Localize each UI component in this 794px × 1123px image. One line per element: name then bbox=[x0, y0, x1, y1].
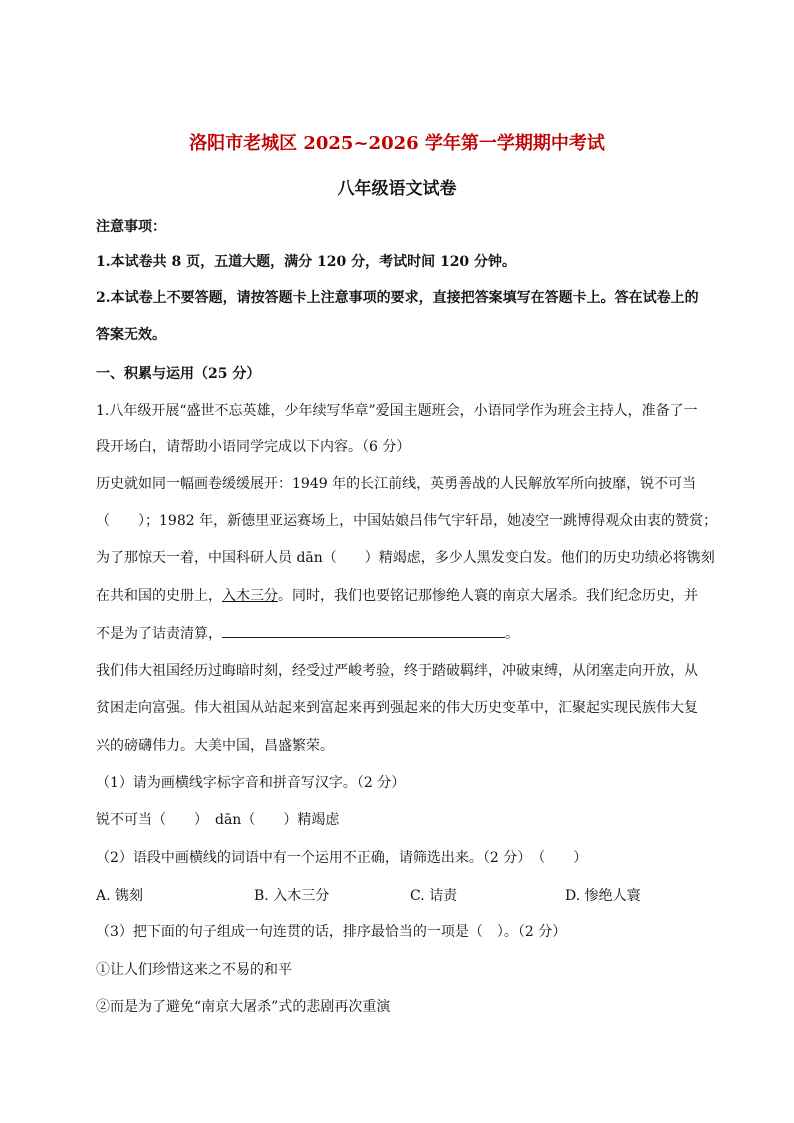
passage-text: 不是为了诘责清算， bbox=[96, 626, 222, 642]
section-heading: 一、积累与运用（25 分） bbox=[96, 366, 261, 382]
option-c: C. 诘责 bbox=[410, 888, 458, 904]
notice-item-1: 1.本试卷共 8 页，五道大题，满分 120 分，考试时间 120 分钟。 bbox=[96, 254, 517, 270]
passage-line: 兴的磅礴伟力。大美中国，昌盛繁荣。 bbox=[96, 738, 334, 754]
passage-line: （ ）；1982 年，新德里亚运赛场上，中国姑娘吕伟气宇轩昂，她凌空一跳博得观众由衷的赞赏； bbox=[96, 513, 718, 529]
sub-question-1: （1）请为画横线字标字音和拼音写汉字。（2 分） bbox=[96, 775, 406, 791]
question-intro-line: 段开场白，请帮助小语同学完成以下内容。（6 分） bbox=[96, 439, 411, 455]
exam-subtitle: 八年级语文试卷 bbox=[337, 179, 457, 199]
sentence-item: ①让人们珍惜这来之不易的和平 bbox=[96, 962, 292, 978]
sub-question-2: （2）语段中画横线的词语中有一个运用不正确，请筛选出来。（2 分） （ ） bbox=[96, 850, 588, 866]
passage-line: 我们伟大祖国经历过晦暗时刻，经受过严峻考验，终于踏破羁绊，冲破束缚，从闭塞走向开放，从 bbox=[96, 663, 698, 679]
notice-heading: 注意事项： bbox=[96, 219, 166, 235]
passage-line bbox=[96, 586, 698, 606]
answer-blank-line bbox=[222, 623, 505, 638]
option-b: B. 入木三分 bbox=[254, 888, 330, 904]
question-intro-line: 1.八年级开展“盛世不忘英雄，少年续写华章”爱国主题班会，小语同学作为班会主持人，准备了一 bbox=[96, 403, 698, 419]
option-a: A. 镌刻 bbox=[96, 888, 144, 904]
sentence-item: ②而是为了避免“南京大屠杀”式的悲剧再次重演 bbox=[96, 999, 391, 1015]
passage-text: 在共和国的史册上， bbox=[96, 588, 222, 604]
underlined-phrase: 入木三分 bbox=[222, 588, 278, 604]
passage-text: 。 bbox=[505, 626, 519, 642]
sub-question-3: （3）把下面的句子组成一句连贯的话，排序最恰当的一项是（ ）。（2 分） bbox=[96, 924, 567, 940]
sub-question-1-blanks: 锐不可当（ ） dān（ ）精竭虑 bbox=[96, 812, 340, 828]
exam-title: 洛阳市老城区 2025~2026 学年第一学期期中考试 bbox=[189, 133, 605, 154]
option-d: D. 惨绝人寰 bbox=[565, 888, 641, 904]
passage-line: 历史就如同一幅画卷缓缓展开：1949 年的长江前线，英勇善战的人民解放军所向披靡，锐不可当 bbox=[96, 476, 697, 492]
passage-text: 。同时，我们也要铭记那惨绝人寰的南京大屠杀。我们纪念历史，并 bbox=[278, 588, 698, 604]
passage-line: 贫困走向富强。伟大祖国从站起来到富起来再到强起来的伟大历史变革中，汇聚起实现民族伟大复 bbox=[96, 700, 698, 716]
notice-item-2-line-1: 2.本试卷上不要答题，请按答题卡上注意事项的要求，直接把答案填写在答题卡上。答在试卷上的 bbox=[96, 290, 699, 306]
passage-line bbox=[96, 623, 519, 644]
passage-line: 为了那惊天一着，中国科研人员 dān（ ）精竭虑，多少人黑发变白发。他们的历史功绩必将镌刻 bbox=[96, 550, 715, 566]
notice-item-2-line-2: 答案无效。 bbox=[96, 327, 166, 343]
